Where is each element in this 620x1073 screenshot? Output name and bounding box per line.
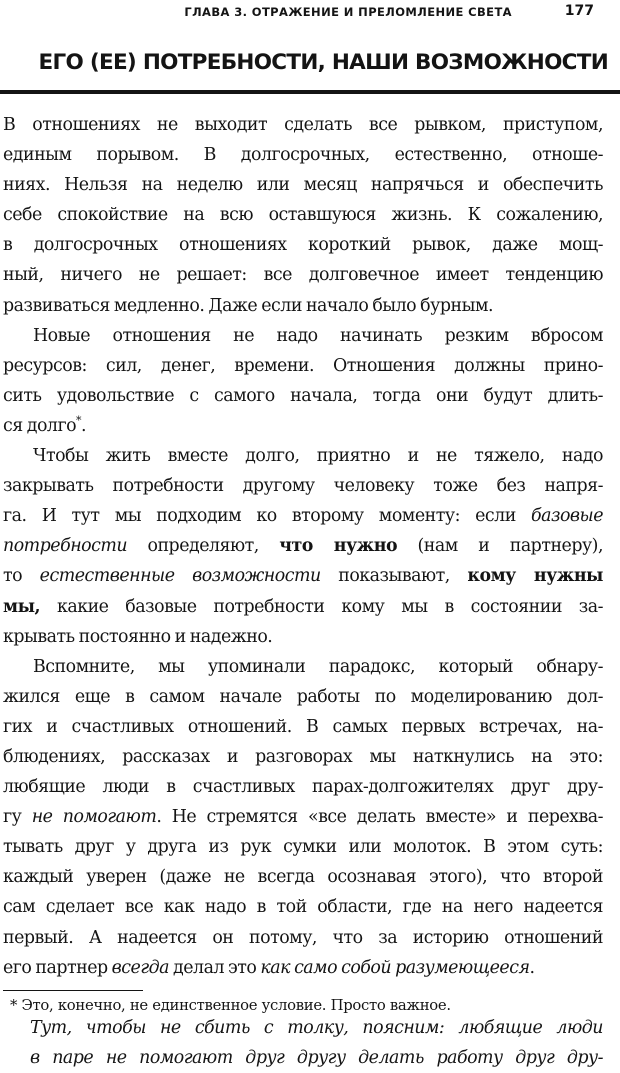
text-line: в долгосрочных отношениях короткий рывок, даже мощ- — [3, 235, 603, 256]
text-line: Чтобы жить вместе долго, приятно и не тяжело, надо — [33, 446, 603, 467]
text-fragment: то — [3, 566, 40, 587]
text-line: первый. А надеется он потому, что за историю отношений — [3, 927, 603, 948]
text-line: ресурсов: сил, денег, времени. Отношения должны прино- — [3, 355, 603, 376]
text-fragment: . — [81, 415, 87, 436]
text-line: Тут, чтобы не сбить с толку, поясним: любящие люди — [30, 1017, 603, 1038]
text-fragment: . Не стремятся «все делать вместе» и перехва- — [156, 807, 604, 828]
text-line: гих и счастливых отношений. В самых первых встречах, на- — [3, 716, 603, 737]
text-fragment: гу — [3, 807, 32, 828]
text-line: в паре не помогают друг другу делать работу друг дру- — [30, 1047, 603, 1068]
chapter-title: ГЛАВА 3. ОТРАЖЕНИЕ И ПРЕЛОМЛЕНИЕ СВЕТА — [184, 5, 512, 19]
text-line: себе спокойствие на всю оставшуюся жизнь. К сожалению, — [3, 205, 603, 226]
text-fragment: (нам и партнеру), — [397, 536, 603, 557]
text-fragment: какие базовые потребности кому мы в состоянии за- — [40, 596, 603, 617]
text-line — [3, 592, 603, 622]
text-line: ниях. Нельзя на неделю или месяц напрячься и обеспечить — [3, 175, 603, 196]
text-line: единым порывом. В долгосрочных, естественно, отноше- — [3, 145, 603, 166]
text-fragment: показывают, — [320, 566, 468, 587]
text-fragment: делал это — [169, 957, 261, 978]
text-line — [3, 411, 603, 441]
text-fragment: ся долго — [3, 415, 77, 436]
bold-term: кому нужны — [467, 566, 603, 587]
text-line — [3, 501, 603, 531]
running-head — [0, 2, 620, 28]
italic-term: всегда — [111, 957, 170, 978]
text-line — [3, 531, 603, 561]
section-title: ЕГО (ЕЕ) ПОТРЕБНОСТИ, НАШИ ВОЗМОЖНОСТИ — [38, 50, 608, 75]
text-fragment: его партнер — [3, 957, 112, 978]
paragraph-5 — [3, 1013, 603, 1073]
paragraph-3 — [3, 441, 603, 652]
text-line: закрывать потребности другому человеку тоже без напря- — [3, 476, 603, 497]
text-line: тывать друг у друга из рук сумки или молоток. В этом суть: — [3, 837, 603, 858]
text-line — [3, 561, 603, 591]
text-line: любящие люди в счастливых парах-долгожителях друг дру- — [3, 777, 603, 798]
footnote-mark[interactable]: * — [76, 414, 82, 428]
footnote: * Это, конечно, не единственное условие. Просто важное. — [10, 997, 451, 1014]
italic-term: базовые — [530, 506, 603, 527]
italic-term: потребности — [3, 536, 128, 557]
text-fragment: га. И тут мы подходим ко второму моменту: если — [3, 506, 531, 527]
bold-term: мы, — [3, 596, 41, 617]
italic-term: как само собой разумеющееся — [260, 957, 530, 978]
footnote-rule — [3, 990, 143, 991]
text-line — [3, 953, 603, 983]
text-fragment: определяют, — [127, 536, 280, 557]
body-text — [3, 110, 603, 1073]
page-number: 177 — [564, 3, 594, 19]
text-line: развиваться медленно. Даже если начало было бурным. — [3, 295, 493, 316]
italic-term: не помогают — [31, 807, 157, 828]
section-rule — [0, 90, 620, 94]
paragraph-2 — [3, 321, 603, 441]
text-line: каждый уверен (даже не всегда осознавая этого), что второй — [3, 867, 603, 888]
text-line: Вспомните, мы упоминали парадокс, который обнару- — [33, 656, 603, 677]
paragraph-4 — [3, 652, 603, 983]
text-line: блюдениях, рассказах и разговорах мы наткнулись на это: — [3, 746, 603, 767]
text-line: В отношениях не выходит сделать все рывком, приступом, — [3, 115, 603, 135]
paragraph-1 — [3, 110, 603, 321]
text-fragment: . — [529, 957, 535, 978]
italic-term: естественные возможности — [39, 566, 321, 587]
text-line — [3, 802, 603, 832]
text-line: жился еще в самом начале работы по моделированию дол- — [3, 686, 603, 707]
text-line: крывать постоянно и надежно. — [3, 626, 273, 647]
bold-term: что нужно — [279, 536, 398, 557]
text-line: сам сделает все как надо в той области, где на него надеется — [3, 897, 603, 918]
text-line: ный, ничего не решает: все долговечное имеет тенденцию — [3, 265, 603, 286]
text-line: Новые отношения не надо начинать резким вбросом — [33, 325, 603, 346]
text-line: сить удовольствие с самого начала, тогда они будут длить- — [3, 385, 603, 406]
